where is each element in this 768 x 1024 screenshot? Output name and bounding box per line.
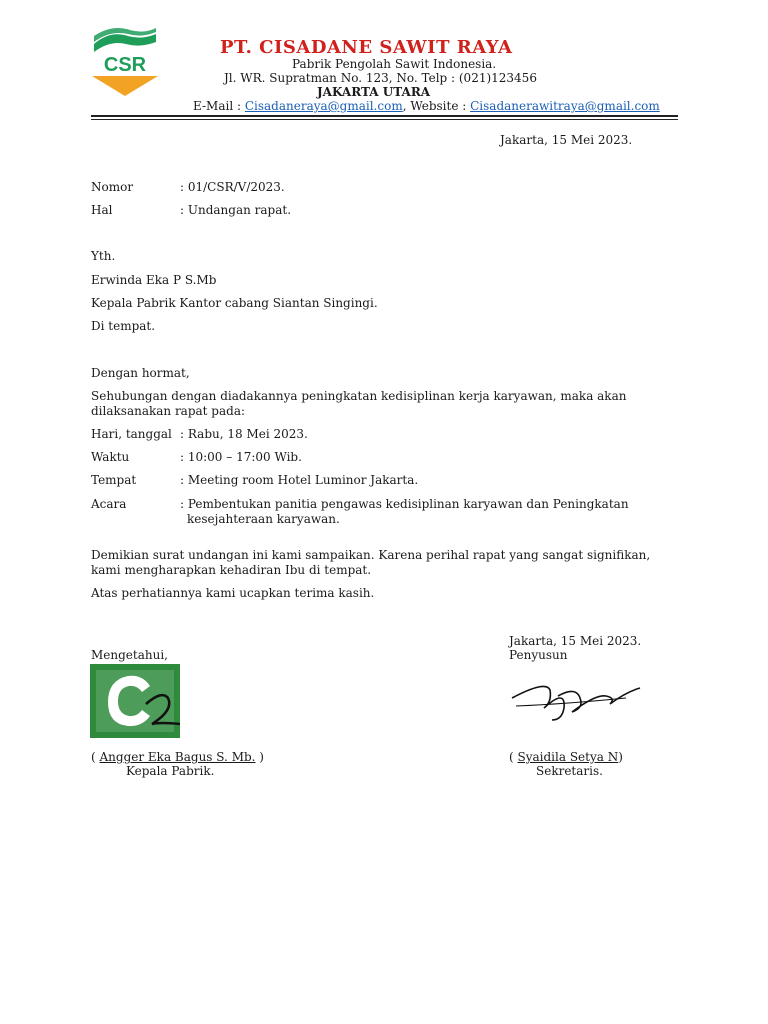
intro-line-2: dilaksanakan rapat pada:	[91, 404, 246, 418]
left-heading: Mengetahui,	[91, 648, 168, 662]
website-label: Website :	[410, 99, 467, 113]
detail-label: Tempat	[91, 473, 137, 487]
nomor-value: : 01/CSR/V/2023.	[180, 180, 285, 194]
right-heading: Penyusun	[509, 648, 568, 662]
left-paren-close: )	[255, 750, 264, 764]
right-paren-close: )	[618, 750, 623, 764]
left-paren-open: (	[91, 750, 100, 764]
recipient-position: Kepala Pabrik Kantor cabang Siantan Singingi.	[91, 296, 378, 310]
right-signatory-name: Syaidila Setya N	[517, 750, 619, 764]
left-signatory-title: Kepala Pabrik.	[126, 764, 215, 778]
header-rule-thick	[91, 115, 678, 117]
detail-label: Waktu	[91, 450, 130, 464]
right-signatory	[509, 750, 623, 765]
thanks-line: Atas perhatiannya kami ucapkan terima kasih.	[91, 586, 375, 600]
greeting: Dengan hormat,	[91, 366, 190, 380]
intro-line-1: Sehubungan dengan diadakannya peningkatan kedisiplinan kerja karyawan, maka akan	[91, 389, 627, 403]
company-address: Jl. WR. Supratman No. 123, No. Telp : (021)123456	[224, 71, 537, 85]
detail-value-cont: kesejahteraan karyawan.	[187, 512, 340, 526]
right-date: Jakarta, 15 Mei 2023.	[509, 634, 642, 648]
contact-separator: ,	[402, 99, 407, 113]
closing-line-2: kami mengharapkan kehadiran Ibu di tempat.	[91, 563, 372, 577]
letter-date: Jakarta, 15 Mei 2023.	[500, 133, 633, 147]
recipient-name: Erwinda Eka P S.Mb	[91, 273, 217, 287]
recipient-yth: Yth.	[91, 249, 116, 263]
hal-value: : Undangan rapat.	[180, 203, 292, 217]
left-signatory	[91, 750, 264, 765]
recipient-place: Di tempat.	[91, 319, 156, 333]
right-paren-open: (	[509, 750, 518, 764]
logo-text: CSR	[103, 54, 147, 76]
right-signatory-title: Sekretaris.	[536, 764, 603, 778]
company-subtitle: Pabrik Pengolah Sawit Indonesia.	[292, 57, 497, 71]
signature	[506, 668, 646, 730]
detail-label: Acara	[91, 497, 127, 511]
detail-label: Hari, tanggal	[91, 427, 172, 441]
hal-label: Hal	[91, 203, 113, 217]
nomor-label: Nomor	[91, 180, 134, 194]
email-link[interactable]: Cisadaneraya@gmail.com	[244, 99, 403, 113]
detail-value: : Rabu, 18 Mei 2023.	[180, 427, 308, 441]
email-label: E-Mail :	[193, 99, 242, 113]
csr-logo	[90, 24, 160, 96]
closing-line-1: Demikian surat undangan ini kami sampaikan. Karena perihal rapat yang sangat signifikan,	[91, 548, 651, 562]
detail-value: : Meeting room Hotel Luminor Jakarta.	[180, 473, 419, 487]
left-signatory-name: Angger Eka Bagus S. Mb.	[99, 750, 256, 764]
company-city: JAKARTA UTARA	[317, 85, 431, 99]
detail-value: : Pembentukan panitia pengawas kedisiplinan karyawan dan Peningkatan	[180, 497, 629, 511]
company-stamp	[90, 664, 182, 738]
header-rule-thin	[91, 119, 678, 120]
website-link[interactable]: Cisadanerawitraya@gmail.com	[470, 99, 660, 113]
detail-value: : 10:00 – 17:00 Wib.	[180, 450, 302, 464]
company-name: PT. CISADANE SAWIT RAYA	[220, 37, 513, 58]
contact-line	[193, 99, 660, 114]
